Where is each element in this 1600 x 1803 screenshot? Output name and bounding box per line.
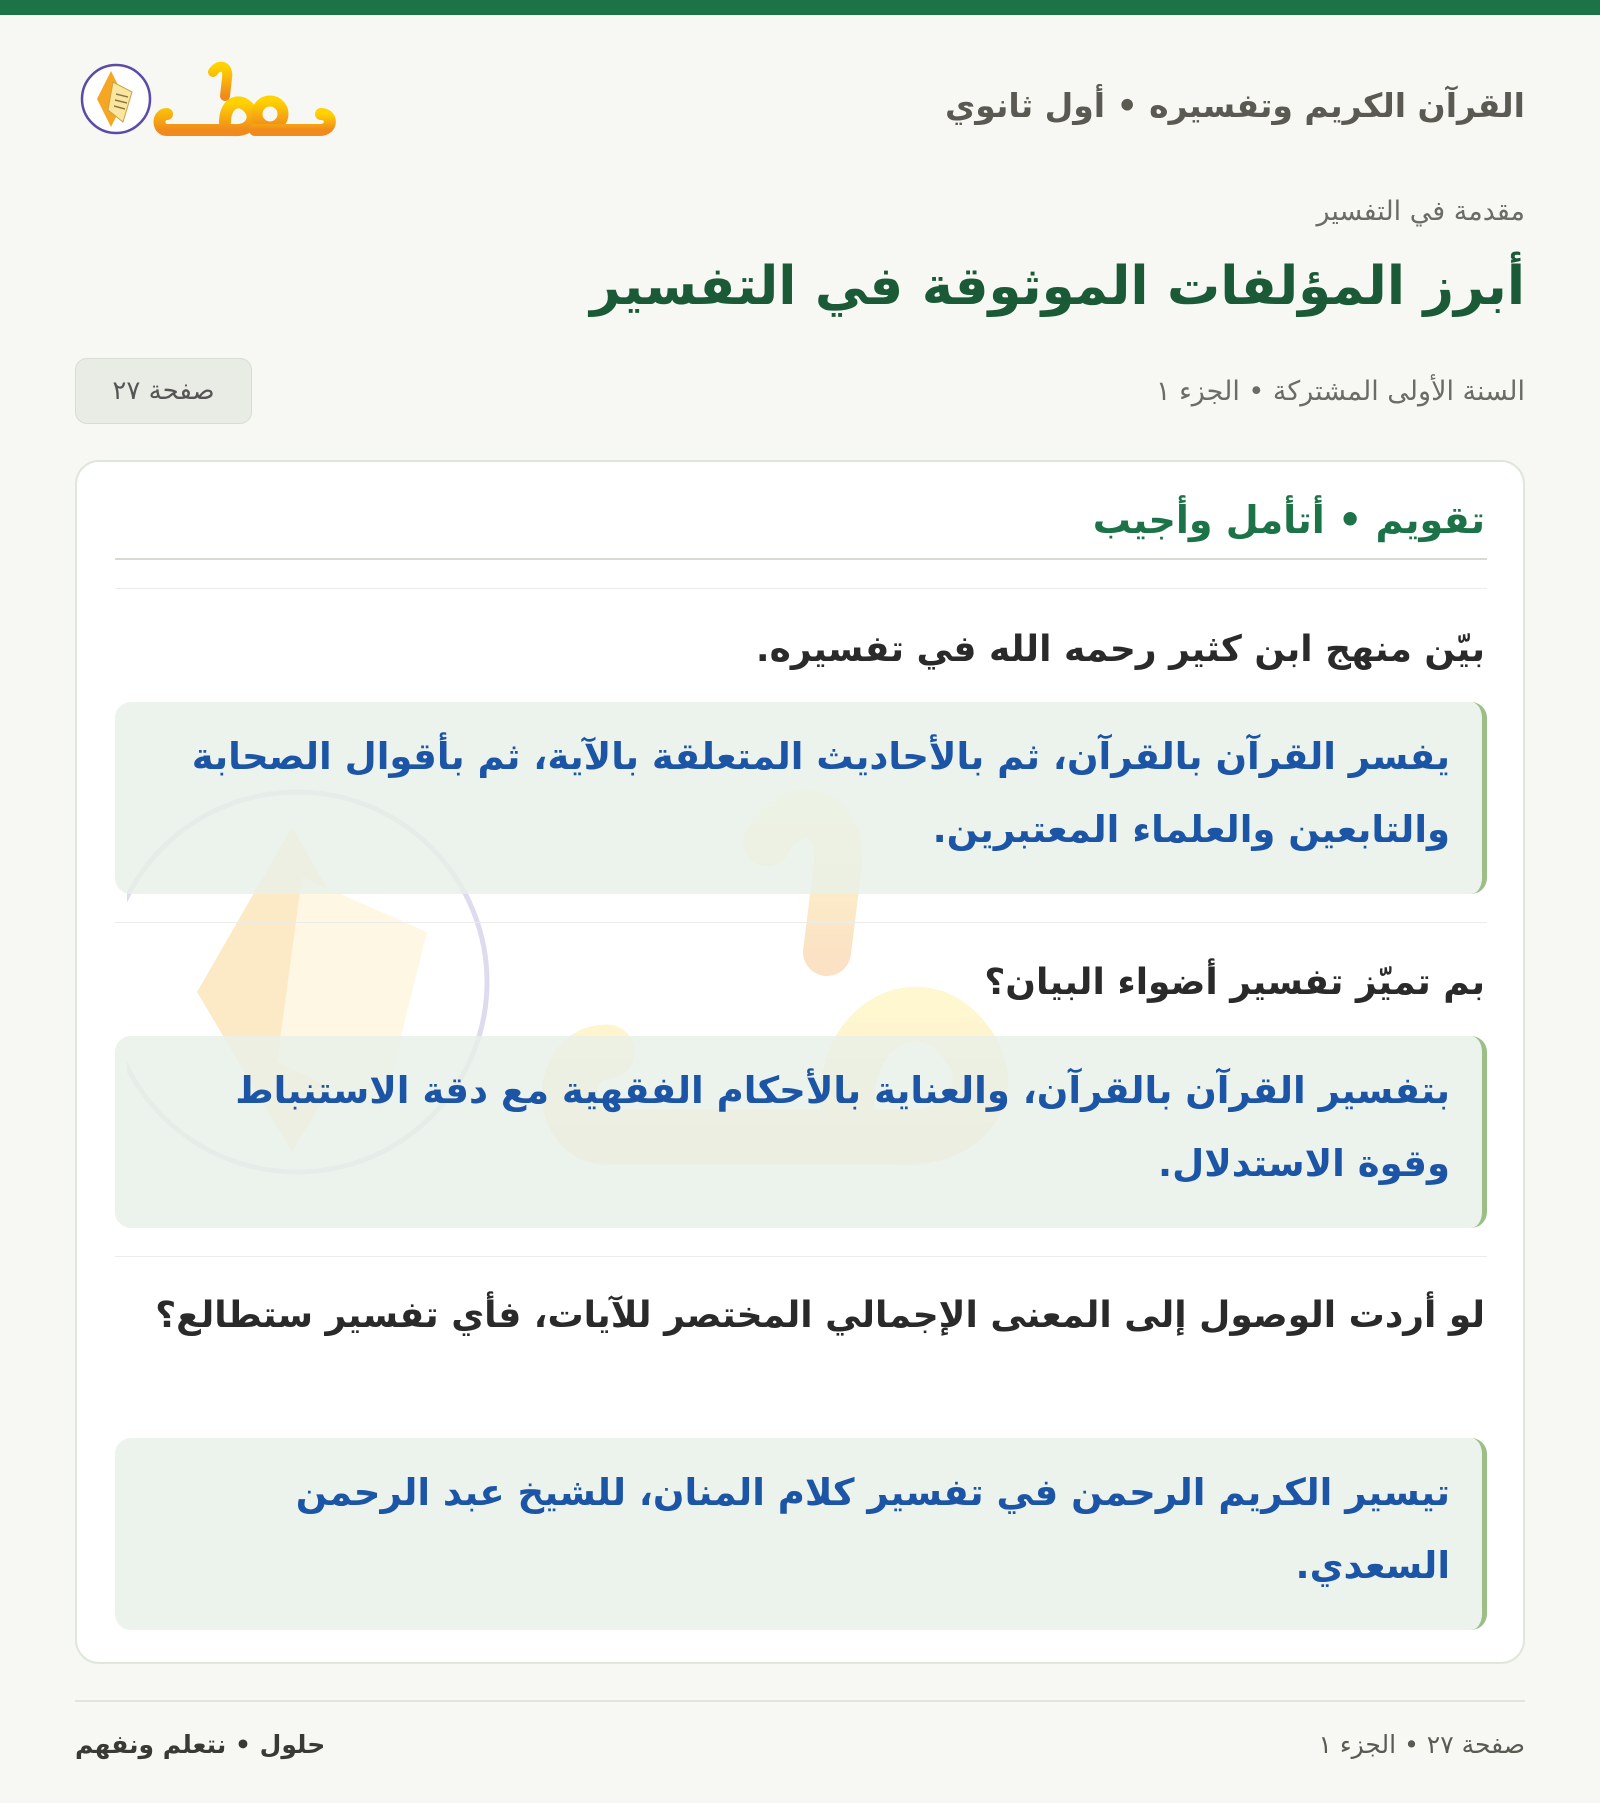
- footer-divider: [75, 1700, 1525, 1702]
- page-badge: صفحة ٢٧: [75, 358, 252, 424]
- heading-divider: [115, 558, 1487, 560]
- item-divider: [115, 1256, 1487, 1257]
- brand-logo[interactable]: [75, 52, 345, 162]
- item-divider: [115, 588, 1487, 589]
- card-heading: تقويم • أتأمل وأجيب: [1092, 498, 1485, 542]
- answer-1: يفسر القرآن بالقرآن، ثم بالأحاديث المتعلقة بالآية، ثم بأقوال الصحابة والتابعين والعلماء المعتبرين.: [115, 702, 1487, 894]
- top-accent-bar: [0, 0, 1600, 15]
- lesson-meta: السنة الأولى المشتركة • الجزء ١: [1155, 376, 1525, 407]
- footer-page-info: صفحة ٢٧ • الجزء ١: [1318, 1730, 1525, 1759]
- answer-2: بتفسير القرآن بالقرآن، والعناية بالأحكام الفقهية مع دقة الاستنباط وقوة الاستدلال.: [115, 1036, 1487, 1228]
- answer-3: تيسير الكريم الرحمن في تفسير كلام المنان، للشيخ عبد الرحمن السعدي.: [115, 1438, 1487, 1630]
- item-divider: [115, 922, 1487, 923]
- question-3: لو أردت الوصول إلى المعنى الإجمالي المختصر للآيات، فأي تفسير ستطالع؟: [155, 1295, 1485, 1336]
- footer-tagline: حلول • نتعلم ونفهم: [75, 1730, 326, 1759]
- question-2: بم تميّز تفسير أضواء البيان؟: [984, 962, 1485, 1003]
- assessment-card: [75, 460, 1525, 1664]
- question-1: بيّن منهج ابن كثير رحمه الله في تفسيره.: [755, 629, 1485, 670]
- lesson-title: أبرز المؤلفات الموثوقة في التفسير: [590, 256, 1525, 317]
- page-header: [75, 52, 1525, 162]
- book-diamond-icon: [75, 52, 345, 162]
- course-title: القرآن الكريم وتفسيره • أول ثانوي: [945, 86, 1525, 125]
- section-label: مقدمة في التفسير: [1316, 196, 1525, 227]
